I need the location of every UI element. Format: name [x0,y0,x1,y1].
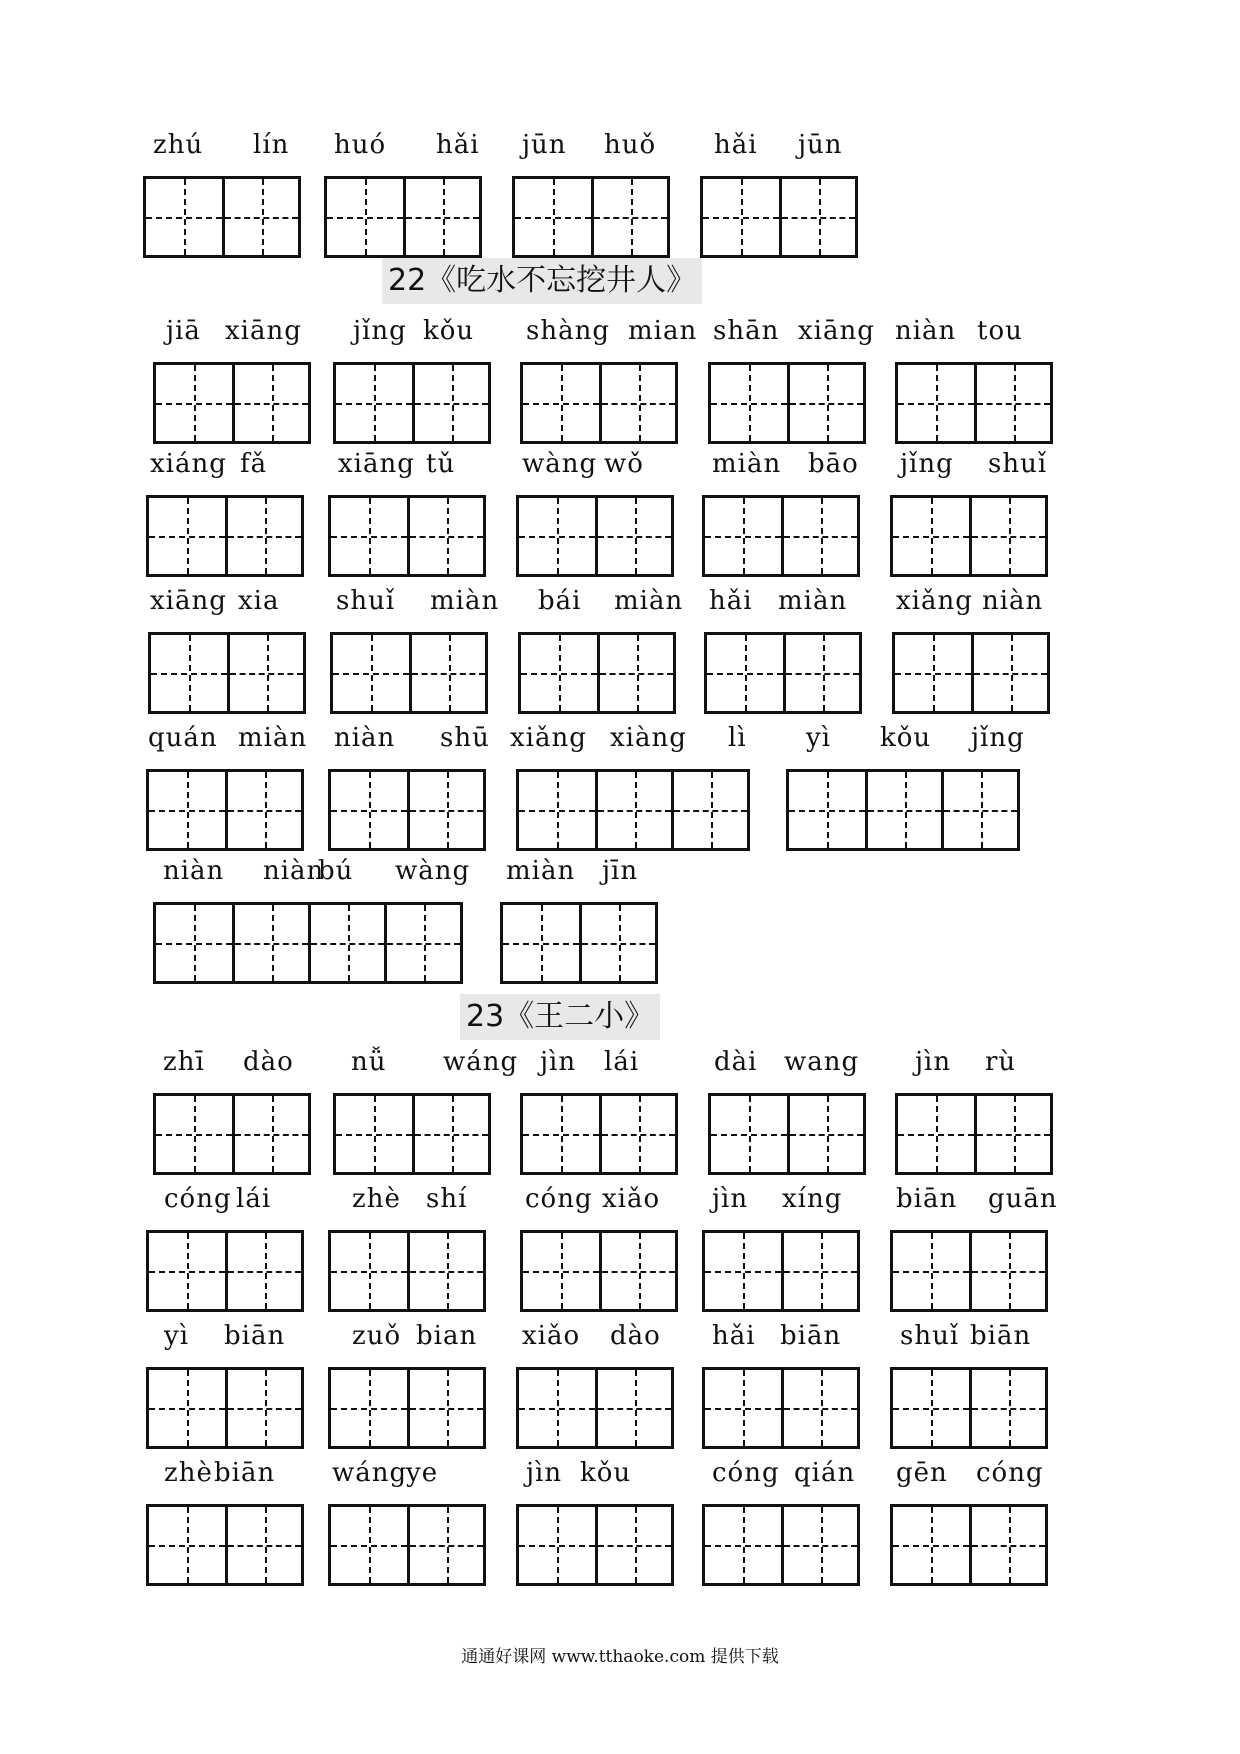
pinyin-syllable: shān [713,316,780,346]
pinyin-syllable: dào [243,1047,294,1077]
pinyin-syllable: zhè [164,1458,213,1488]
tianzige-cell[interactable] [331,1233,407,1309]
tianzige-cell[interactable] [149,1233,225,1309]
pinyin-syllable: zhú [153,130,204,160]
writing-grid [143,176,301,258]
tianzige-cell[interactable] [787,1096,863,1172]
pinyin-syllable: jìn [540,1047,577,1077]
tianzige-cell[interactable] [149,1370,225,1446]
tianzige-cell[interactable] [225,1233,301,1309]
tianzige-cell[interactable] [893,1370,969,1446]
tianzige-cell[interactable] [705,1370,781,1446]
tianzige-cell[interactable] [232,365,308,441]
pinyin-syllable: wáng [332,1458,408,1488]
tianzige-cell[interactable] [412,365,488,441]
pinyin-syllable: miàn [506,856,576,886]
pinyin-syllable: xiǎo [522,1321,581,1351]
tianzige-cell[interactable] [519,772,595,848]
tianzige-cell[interactable] [407,498,483,574]
pinyin-syllable: hǎi [709,586,753,616]
tianzige-cell[interactable] [407,772,483,848]
tianzige-cell[interactable] [412,1096,488,1172]
tianzige-cell[interactable] [705,498,781,574]
pinyin-syllable: xiāng [338,449,415,479]
pinyin-syllable: jūn [522,130,567,160]
writing-grid [890,495,1048,577]
pinyin-syllable: miàn [430,586,500,616]
pinyin-syllable: xia [238,586,280,616]
pinyin-syllable: ye [406,1458,439,1488]
tianzige-cell[interactable] [331,498,407,574]
writing-grid [333,1093,491,1175]
pinyin-syllable: xiǎng [896,586,973,616]
tianzige-cell[interactable] [781,498,857,574]
writing-grid [146,769,304,851]
pinyin-syllable: zuǒ [352,1321,402,1351]
pinyin-syllable: huǒ [604,130,657,160]
writing-grid [892,632,1050,714]
pinyin-syllable: bú [318,856,354,886]
pinyin-syllable: shí [426,1184,468,1214]
pinyin-syllable: cóng [712,1458,780,1488]
pinyin-syllable: biān [224,1321,286,1351]
pinyin-syllable: fǎ [240,449,268,479]
pinyin-syllable: zhī [163,1047,205,1077]
pinyin-syllable: biān [970,1321,1032,1351]
writing-grid [702,495,860,577]
pinyin-syllable: biān [896,1184,958,1214]
tianzige-cell[interactable] [331,772,407,848]
pinyin-syllable: quán [148,723,218,753]
tianzige-cell[interactable] [407,1370,483,1446]
tianzige-cell[interactable] [789,772,865,848]
pinyin-syllable: jìn [915,1047,952,1077]
pinyin-syllable: hǎi [712,1321,756,1351]
pinyin-syllable: miàn [778,586,848,616]
tianzige-cell[interactable] [519,1370,595,1446]
pinyin-syllable: wǒ [604,449,644,479]
tianzige-cell[interactable] [407,1507,483,1583]
pinyin-syllable: bāo [808,449,859,479]
tianzige-cell[interactable] [898,1096,974,1172]
tianzige-cell[interactable] [225,772,301,848]
writing-grid [324,176,482,258]
tianzige-cell[interactable] [146,179,222,255]
pinyin-syllable: niàn [334,723,396,753]
tianzige-cell[interactable] [579,905,655,981]
tianzige-cell[interactable] [974,365,1050,441]
tianzige-cell[interactable] [705,1233,781,1309]
pinyin-syllable: jǐng [900,449,954,479]
writing-grid [708,362,866,444]
lesson-22-title: 22《吃水不忘挖井人》 [382,258,702,304]
tianzige-cell[interactable] [707,635,783,711]
writing-grid [702,1230,860,1312]
pinyin-syllable: miàn [238,723,308,753]
pinyin-syllable: cóng [164,1184,232,1214]
pinyin-syllable: bian [416,1321,478,1351]
writing-grid [148,632,306,714]
tianzige-cell[interactable] [941,772,1017,848]
tianzige-cell[interactable] [331,1507,407,1583]
tianzige-cell[interactable] [515,179,591,255]
tianzige-cell[interactable] [898,365,974,441]
writing-grid [328,1230,486,1312]
tianzige-cell[interactable] [225,1507,301,1583]
pinyin-syllable: niàn [163,856,225,886]
tianzige-cell[interactable] [969,1507,1045,1583]
writing-grid [153,1093,311,1175]
pinyin-syllable: xiǎo [602,1184,661,1214]
pinyin-syllable: shuǐ [988,449,1048,479]
pinyin-syllable: shàng [526,316,610,346]
tianzige-cell[interactable] [595,498,671,574]
tianzige-cell[interactable] [336,365,412,441]
pinyin-syllable: shū [440,723,490,753]
pinyin-syllable: cóng [976,1458,1044,1488]
pinyin-syllable: niàn [982,586,1044,616]
tianzige-cell[interactable] [156,905,232,981]
tianzige-cell[interactable] [331,1370,407,1446]
writing-grid [520,1230,678,1312]
tianzige-cell[interactable] [671,772,747,848]
pinyin-syllable: dào [610,1321,661,1351]
pinyin-syllable: lì [728,723,747,753]
pinyin-syllable: lái [604,1047,640,1077]
pinyin-syllable: kǒu [880,723,932,753]
tianzige-cell[interactable] [403,179,479,255]
writing-grid [702,1367,860,1449]
tianzige-cell[interactable] [232,1096,308,1172]
writing-grid [520,362,678,444]
tianzige-cell[interactable] [503,905,579,981]
pinyin-syllable: gēn [896,1458,948,1488]
tianzige-cell[interactable] [327,179,403,255]
pinyin-syllable: hǎi [714,130,758,160]
pinyin-syllable: yì [164,1321,190,1351]
tianzige-cell[interactable] [893,1233,969,1309]
pinyin-syllable: tou [977,316,1023,346]
tianzige-cell[interactable] [591,179,667,255]
writing-grid [516,1367,674,1449]
tianzige-cell[interactable] [705,1507,781,1583]
pinyin-syllable: jǐng [971,723,1025,753]
pinyin-syllable: tǔ [426,449,456,479]
tianzige-cell[interactable] [227,635,303,711]
lesson-23-title: 23《王二小》 [460,994,660,1040]
writing-grid [330,632,488,714]
pinyin-syllable: niàn [263,856,325,886]
writing-grid [520,1093,678,1175]
writing-grid [700,176,858,258]
pinyin-syllable: miàn [614,586,684,616]
tianzige-cell[interactable] [597,635,673,711]
tianzige-cell[interactable] [971,635,1047,711]
pinyin-syllable: bái [538,586,582,616]
writing-grid [328,1367,486,1449]
pinyin-syllable: lái [236,1184,272,1214]
tianzige-cell[interactable] [781,1233,857,1309]
pinyin-syllable: kǒu [580,1458,632,1488]
tianzige-cell[interactable] [783,635,859,711]
tianzige-cell[interactable] [969,1370,1045,1446]
tianzige-cell[interactable] [336,1096,412,1172]
tianzige-cell[interactable] [232,905,308,981]
pinyin-syllable: shuǐ [900,1321,960,1351]
writing-grid [895,362,1053,444]
tianzige-cell[interactable] [225,1370,301,1446]
tianzige-cell[interactable] [599,1096,675,1172]
tianzige-cell[interactable] [599,1233,675,1309]
pinyin-syllable: miàn [712,449,782,479]
pinyin-syllable: jūn [798,130,843,160]
writing-grid [146,1367,304,1449]
writing-grid [890,1230,1048,1312]
writing-grid [333,362,491,444]
tianzige-cell[interactable] [519,498,595,574]
tianzige-cell[interactable] [156,1096,232,1172]
writing-grid [328,495,486,577]
writing-grid [516,495,674,577]
pinyin-syllable: lín [253,130,290,160]
tianzige-cell[interactable] [149,498,225,574]
writing-grid [704,632,862,714]
pinyin-syllable: biān [214,1458,276,1488]
tianzige-cell[interactable] [781,1507,857,1583]
tianzige-cell[interactable] [893,1507,969,1583]
writing-grid [146,1230,304,1312]
tianzige-cell[interactable] [595,1507,671,1583]
tianzige-cell[interactable] [523,365,599,441]
tianzige-cell[interactable] [409,635,485,711]
writing-grid [146,1504,304,1586]
writing-grid [516,1504,674,1586]
tianzige-cell[interactable] [969,1233,1045,1309]
pinyin-syllable: xiāng [225,316,302,346]
pinyin-syllable: wàng [522,449,598,479]
tianzige-cell[interactable] [974,1096,1050,1172]
pinyin-syllable: jīn [602,856,639,886]
pinyin-syllable: jǐng [353,316,407,346]
writing-grid [328,769,486,851]
tianzige-cell[interactable] [519,1507,595,1583]
tianzige-cell[interactable] [156,365,232,441]
pinyin-syllable: shuǐ [336,586,396,616]
tianzige-cell[interactable] [787,365,863,441]
pinyin-syllable: wang [784,1047,860,1077]
tianzige-cell[interactable] [521,635,597,711]
pinyin-syllable: xiāng [150,586,227,616]
pinyin-syllable: xiàng [610,723,687,753]
pinyin-syllable: jìn [712,1184,749,1214]
writing-grid [146,495,304,577]
pinyin-syllable: mian [628,316,698,346]
writing-grid [895,1093,1053,1175]
writing-grid [512,176,670,258]
tianzige-cell[interactable] [595,772,671,848]
writing-grid [328,1504,486,1586]
pinyin-syllable: qián [794,1458,856,1488]
pinyin-syllable: niàn [895,316,957,346]
tianzige-cell[interactable] [225,498,301,574]
tianzige-cell[interactable] [149,1507,225,1583]
tianzige-cell[interactable] [149,772,225,848]
writing-grid [518,632,676,714]
pinyin-syllable: jìn [526,1458,563,1488]
writing-grid [500,902,658,984]
pinyin-syllable: zhè [352,1184,401,1214]
writing-grid [153,902,463,984]
pinyin-syllable: dài [714,1047,758,1077]
writing-grid [516,769,750,851]
writing-grid [890,1367,1048,1449]
pinyin-syllable: hǎi [436,130,480,160]
tianzige-cell[interactable] [333,635,409,711]
tianzige-cell[interactable] [222,179,298,255]
tianzige-cell[interactable] [384,905,460,981]
tianzige-cell[interactable] [711,1096,787,1172]
tianzige-cell[interactable] [779,179,855,255]
tianzige-cell[interactable] [308,905,384,981]
pinyin-syllable: guān [988,1184,1058,1214]
pinyin-syllable: huó [334,130,387,160]
tianzige-cell[interactable] [599,365,675,441]
pinyin-syllable: jiā [166,316,201,346]
pinyin-syllable: biān [780,1321,842,1351]
tianzige-cell[interactable] [595,1370,671,1446]
tianzige-cell[interactable] [703,179,779,255]
writing-grid [153,362,311,444]
tianzige-cell[interactable] [893,498,969,574]
tianzige-cell[interactable] [407,1233,483,1309]
pinyin-syllable: wáng [443,1047,519,1077]
tianzige-cell[interactable] [151,635,227,711]
pinyin-syllable: yì [806,723,832,753]
pinyin-syllable: cóng [525,1184,593,1214]
pinyin-syllable: xiáng [150,449,227,479]
writing-grid [708,1093,866,1175]
tianzige-cell[interactable] [865,772,941,848]
writing-grid [786,769,1020,851]
pinyin-syllable: kǒu [423,316,475,346]
pinyin-syllable: xíng [782,1184,843,1214]
tianzige-cell[interactable] [895,635,971,711]
tianzige-cell[interactable] [523,1233,599,1309]
writing-grid [890,1504,1048,1586]
tianzige-cell[interactable] [781,1370,857,1446]
pinyin-syllable: xiāng [798,316,875,346]
pinyin-syllable: rù [985,1047,1017,1077]
tianzige-cell[interactable] [523,1096,599,1172]
footer-credit: 通通好课网 www.tthaoke.com 提供下载 [461,1647,779,1667]
tianzige-cell[interactable] [969,498,1045,574]
pinyin-syllable: xiǎng [510,723,587,753]
tianzige-cell[interactable] [711,365,787,441]
pinyin-syllable: wàng [395,856,471,886]
pinyin-syllable: nǚ [351,1047,387,1077]
writing-grid [702,1504,860,1586]
